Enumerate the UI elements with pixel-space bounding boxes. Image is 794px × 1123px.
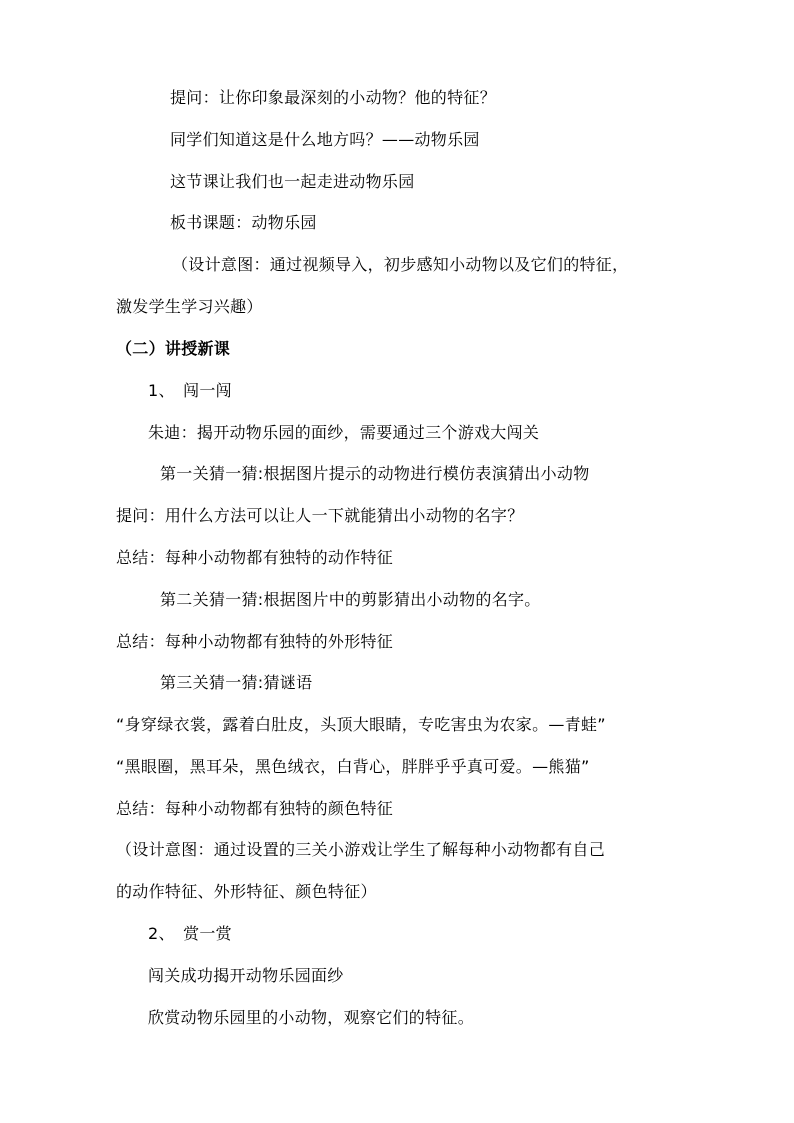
text-line-level-2: 第二关猜一猜:根据图片中的剪影猜出小动物的名字。 bbox=[160, 590, 541, 609]
text-line-judy: 朱迪：揭开动物乐园的面纱，需要通过三个游戏大闯关 bbox=[148, 423, 540, 442]
text-line-design-intent-1: （设计意图：通过视频导入，初步感知小动物以及它们的特征， bbox=[172, 255, 629, 274]
text-line-level-3: 第三关猜一猜:猜谜语 bbox=[160, 673, 313, 692]
text-line-place: 同学们知道这是什么地方吗？——动物乐园 bbox=[170, 130, 480, 149]
text-line-question-2: 提问：用什么方法可以让人一下就能猜出小动物的名字？ bbox=[116, 506, 524, 525]
text-line-level-1: 第一关猜一猜:根据图片提示的动物进行模仿表演猜出小动物 bbox=[160, 464, 590, 483]
subsection-1-heading: 1、 闯一闯 bbox=[148, 381, 232, 400]
text-line-summary-color: 总结：每种小动物都有独特的颜色特征 bbox=[116, 799, 394, 818]
text-line-success: 闯关成功揭开动物乐园面纱 bbox=[148, 966, 344, 985]
text-line-riddle-frog: “身穿绿衣裳，露着白肚皮，头顶大眼睛，专吃害虫为农家。—青蛙” bbox=[116, 715, 606, 734]
text-line-appreciate: 欣赏动物乐园里的小动物，观察它们的特征。 bbox=[148, 1008, 475, 1027]
text-line-design-intent-2: （设计意图：通过设置的三关小游戏让学生了解每种小动物都有自己 bbox=[116, 840, 606, 859]
text-line-riddle-panda: “黑眼圈，黑耳朵，黑色绒衣，白背心，胖胖乎乎真可爱。—熊猫” bbox=[116, 757, 590, 776]
text-line-summary-action: 总结：每种小动物都有独特的动作特征 bbox=[116, 548, 394, 567]
text-line-design-intent-2-cont: 的动作特征、外形特征、颜色特征） bbox=[116, 882, 377, 901]
text-line-intro: 这节课让我们也一起走进动物乐园 bbox=[170, 172, 415, 191]
text-line-summary-shape: 总结：每种小动物都有独特的外形特征 bbox=[116, 632, 394, 651]
subsection-2-heading: 2、 赏一赏 bbox=[148, 924, 232, 943]
text-line-question: 提问：让你印象最深刻的小动物？他的特征？ bbox=[170, 88, 497, 107]
section-heading: （二）讲授新课 bbox=[116, 339, 231, 358]
text-line-design-intent-1-cont: 激发学生学习兴趣） bbox=[116, 297, 263, 316]
text-line-title: 板书课题：动物乐园 bbox=[170, 213, 317, 232]
